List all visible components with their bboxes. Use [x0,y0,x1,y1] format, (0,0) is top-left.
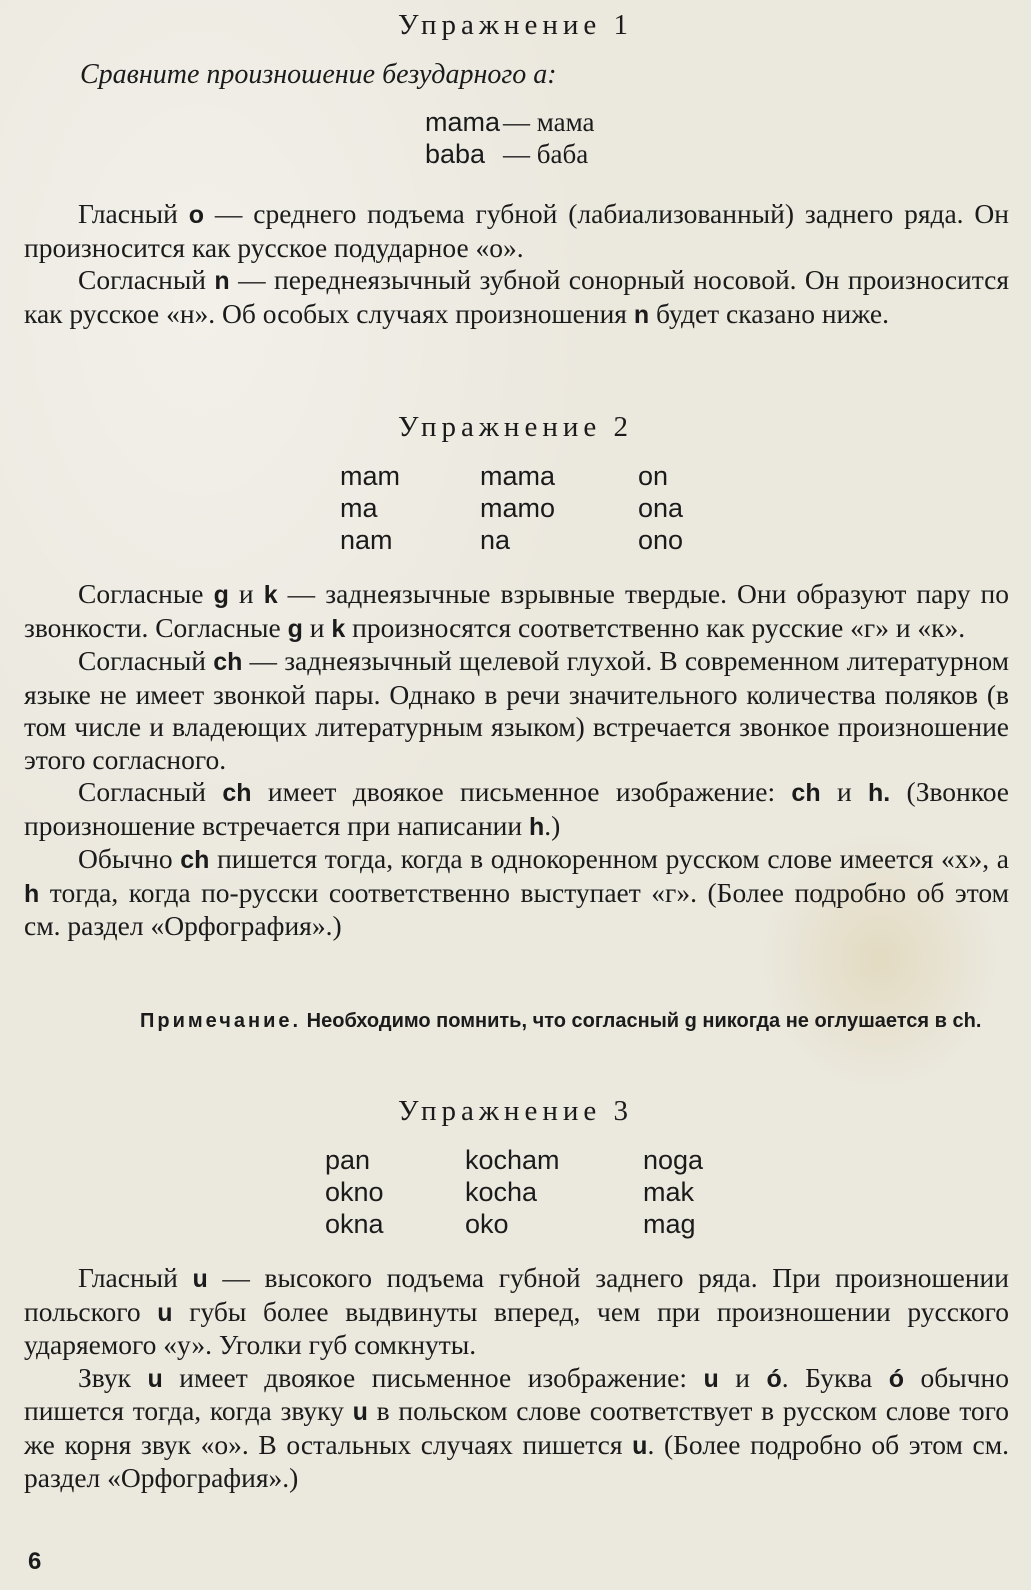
word-row [340,524,700,556]
exercise-3-title: Упражнение 3 [398,1095,633,1127]
text: и [820,776,868,807]
text: губы более выдвинуты вперед, чем при произношении русского ударяемого «у». Уголки губ сомкнуты. [24,1295,1009,1360]
exercise-3-words [325,1144,725,1240]
term: o [188,201,205,229]
text: произносятся соответственно как русские «г» и «к». [345,611,966,643]
word-row [340,492,700,524]
term: ch [952,1010,976,1032]
term: ch [791,779,821,807]
word-row [325,1208,725,1240]
paragraph-ch-usage [24,843,1009,943]
term: n [214,267,230,295]
text: . (Более подробно об этом см. раздел «Орфография».) [24,1428,1009,1493]
term: ch [180,846,210,874]
word-row [325,1144,725,1176]
exercise-1-instruction: Сравните произношение безударного а: [80,59,557,90]
term: u [703,1364,719,1393]
exercise-2-words [340,460,700,556]
paragraph-ch-spelling [24,776,1009,843]
term: ó [766,1364,782,1393]
word: noga [643,1145,704,1175]
term: k [263,581,278,609]
pair-row [425,106,595,138]
paragraph-consonants-g-k [24,578,1009,645]
text: тогда, когда по-русски соответственно выступает «г». (Более подробно об этом см. раздел «Орфография».) [24,876,1009,941]
text: обычно пишется тогда, когда звуку [24,1361,1010,1426]
text: (Звонкое произношение встречается при написании [24,776,1009,841]
term: u [157,1298,173,1327]
paragraph-vowel-u [24,1262,1009,1362]
vowel-o-section [24,198,1009,331]
term: u [632,1431,648,1460]
text: Гласный [78,198,189,229]
text: — заднеязычные взрывные твердые. Они образуют пару по звонкости. Согласные [24,578,1009,643]
word: mak [643,1177,695,1207]
text: Необходимо помнить, что согласный [301,1010,685,1032]
paragraph-consonant-n [24,264,1009,331]
text: Обычно [78,843,181,874]
word: ono [638,525,684,555]
text: Согласные [78,578,214,609]
term: n [633,300,650,329]
note-heading: Примечание. [140,1010,302,1032]
exercise-1-pairs [425,106,595,170]
word: na [480,525,511,555]
word: okno [325,1177,384,1207]
word-row [325,1176,725,1208]
word-row [340,460,700,492]
text: Согласный [78,645,214,676]
page-number: 6 [28,1548,42,1575]
text: . [975,1010,982,1032]
word: oko [465,1209,509,1239]
pair-row [425,138,595,170]
term: ch [222,779,252,807]
paragraph-consonant-ch [24,645,1009,776]
text: будет сказано ниже. [649,297,889,329]
word: kocha [465,1177,538,1207]
text: — высокого подъема губной заднего ряда. При произношении польского [24,1262,1009,1327]
term: ch [213,648,243,676]
text: . Буква [781,1361,889,1393]
term: ó [888,1364,904,1393]
word: on [638,461,669,491]
word: kocham [465,1145,560,1175]
exercise-2-title: Упражнение 2 [398,411,633,443]
pair-dash: — [503,107,530,137]
word: ona [638,493,684,523]
term: h. [867,779,891,807]
pair-cyrillic: баба [536,139,589,169]
text: Гласный [78,1262,193,1293]
text: имеет двоякое письменное изображение: [162,1361,704,1393]
text: Согласный [78,776,223,807]
term: h [24,879,40,908]
text: и [718,1361,767,1393]
word: mamo [480,493,556,523]
text: — среднего подъема губной (лабиализованный) заднего ряда. Он произносится как русское подударное «о». [24,198,1009,263]
word: pan [325,1145,371,1175]
text: пишется тогда, когда в однокоренном русском слове имеется «х», а [209,843,1009,874]
term: h [528,812,545,841]
pair-cyrillic: мама [536,107,595,137]
text: — переднеязычный зубной сонорный носовой. Он произносится как русское «н». Об особых случаях произношения [24,264,1009,329]
term: k [331,614,346,643]
text: в польском слове соответствует в русском слове того же корня звук «о». В остальных случаях пишется [24,1395,1009,1460]
text: Согласный [78,264,215,295]
pair-latin: mama [425,107,501,137]
term: g [287,614,303,643]
term: u [192,1265,208,1293]
vowel-u-section [24,1262,1009,1495]
term: g [213,581,229,609]
exercise-1-title: Упражнение 1 [398,9,633,41]
term: g [684,1010,697,1032]
text: имеет двоякое письменное изображение: [251,776,792,807]
word: mam [340,461,400,491]
word: ma [340,493,378,523]
note [140,1008,1012,1035]
text: Звук [78,1361,148,1393]
pair-latin: baba [425,139,486,169]
word: okna [325,1209,384,1239]
word: nam [340,525,393,555]
text: и [302,611,332,643]
word: mag [643,1209,696,1239]
paragraph-vowel-o [24,198,1009,264]
pair-dash: — [503,139,530,169]
word: mama [480,461,556,491]
text: — заднеязычный щелевой глухой. В современном литературном языке не имеет звонкой пары. Однако в речи значительного количества поляков (в том числе и владеющих литературным языком) встречается звонкое произношение этого согласного. [24,645,1009,775]
text: и [228,578,264,609]
consonants-section [24,578,1009,943]
term: u [352,1398,368,1426]
term: u [147,1364,163,1393]
text: никогда не оглушается в [696,1010,953,1032]
paragraph-u-spelling [24,1362,1009,1495]
text: .) [544,809,561,841]
